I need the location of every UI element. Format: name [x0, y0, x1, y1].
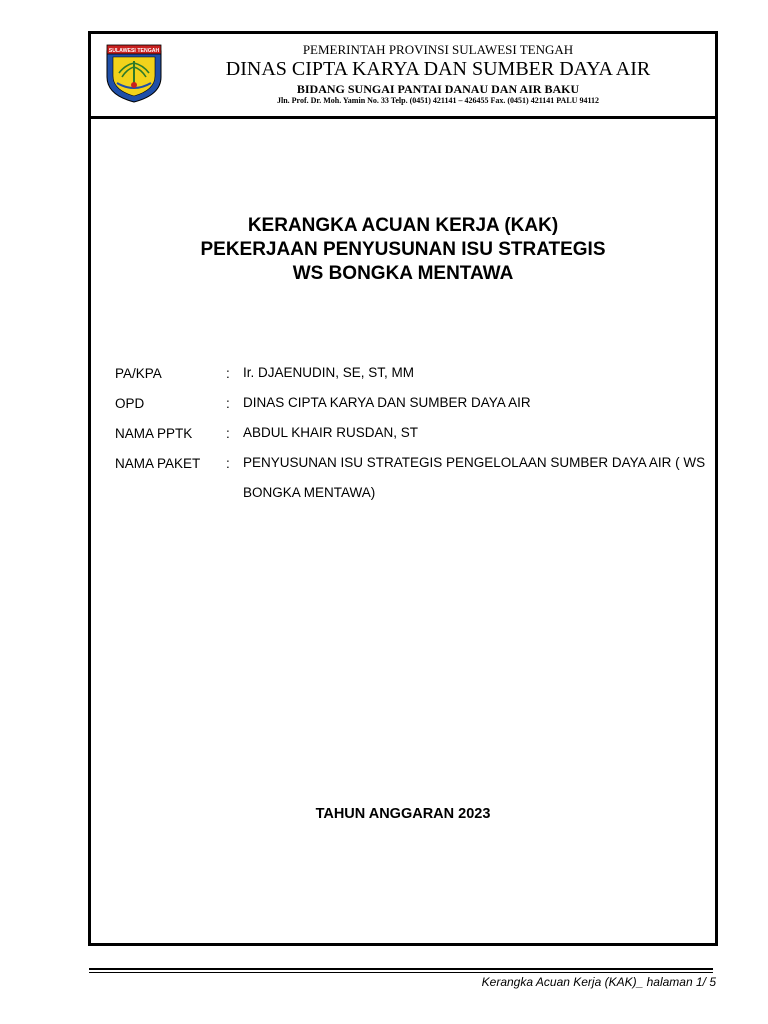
document-title [91, 214, 715, 286]
letterhead [91, 34, 715, 119]
svg-text:SULAWESI TENGAH: SULAWESI TENGAH [108, 48, 160, 54]
division-name: BIDANG SUNGAI PANTAI DANAU DAN AIR BAKU [296, 82, 580, 96]
info-key: NAMA PAKET [115, 456, 201, 471]
info-key: NAMA PPTK [115, 426, 193, 441]
title-line-2: PEKERJAAN PENYUSUNAN ISU STRATEGIS [200, 239, 606, 260]
info-colon: : [226, 426, 230, 441]
document-frame [88, 31, 718, 946]
title-line-1: KERANGKA ACUAN KERJA (KAK) [247, 215, 559, 236]
info-colon: : [226, 366, 230, 381]
info-table [115, 366, 705, 522]
footer-rule [89, 968, 713, 970]
info-colon: : [226, 456, 230, 471]
page-footer: Kerangka Acuan Kerja (KAK)_ halaman 1/ 5 [481, 975, 716, 989]
agency-name: DINAS CIPTA KARYA DAN SUMBER DAYA AIR [225, 58, 651, 80]
budget-year: TAHUN ANGGARAN 2023 [315, 806, 491, 822]
info-value: DINAS CIPTA KARYA DAN SUMBER DAYA AIR [243, 395, 531, 410]
info-key: PA/KPA [115, 366, 162, 381]
title-line-3: WS BONGKA MENTAWA [292, 263, 514, 284]
agency-address: Jln. Prof. Dr. Moh. Yamin No. 33 Telp. (0451) 421141 – 426455 Fax. (0451) 421141 PALU 94112 [276, 96, 599, 105]
info-value: ABDUL KHAIR RUSDAN, ST [243, 425, 419, 440]
info-colon: : [226, 396, 230, 411]
info-key: OPD [115, 396, 145, 411]
province-line: PEMERINTAH PROVINSI SULAWESI TENGAH [302, 42, 574, 57]
info-value: PENYUSUNAN ISU STRATEGIS PENGELOLAAN SUMBER DAYA AIR ( WS BONGKA MENTAWA) [243, 455, 706, 500]
footer-rule [89, 972, 713, 973]
info-value: Ir. DJAENUDIN, SE, ST, MM [243, 365, 415, 380]
info-row [115, 456, 705, 522]
